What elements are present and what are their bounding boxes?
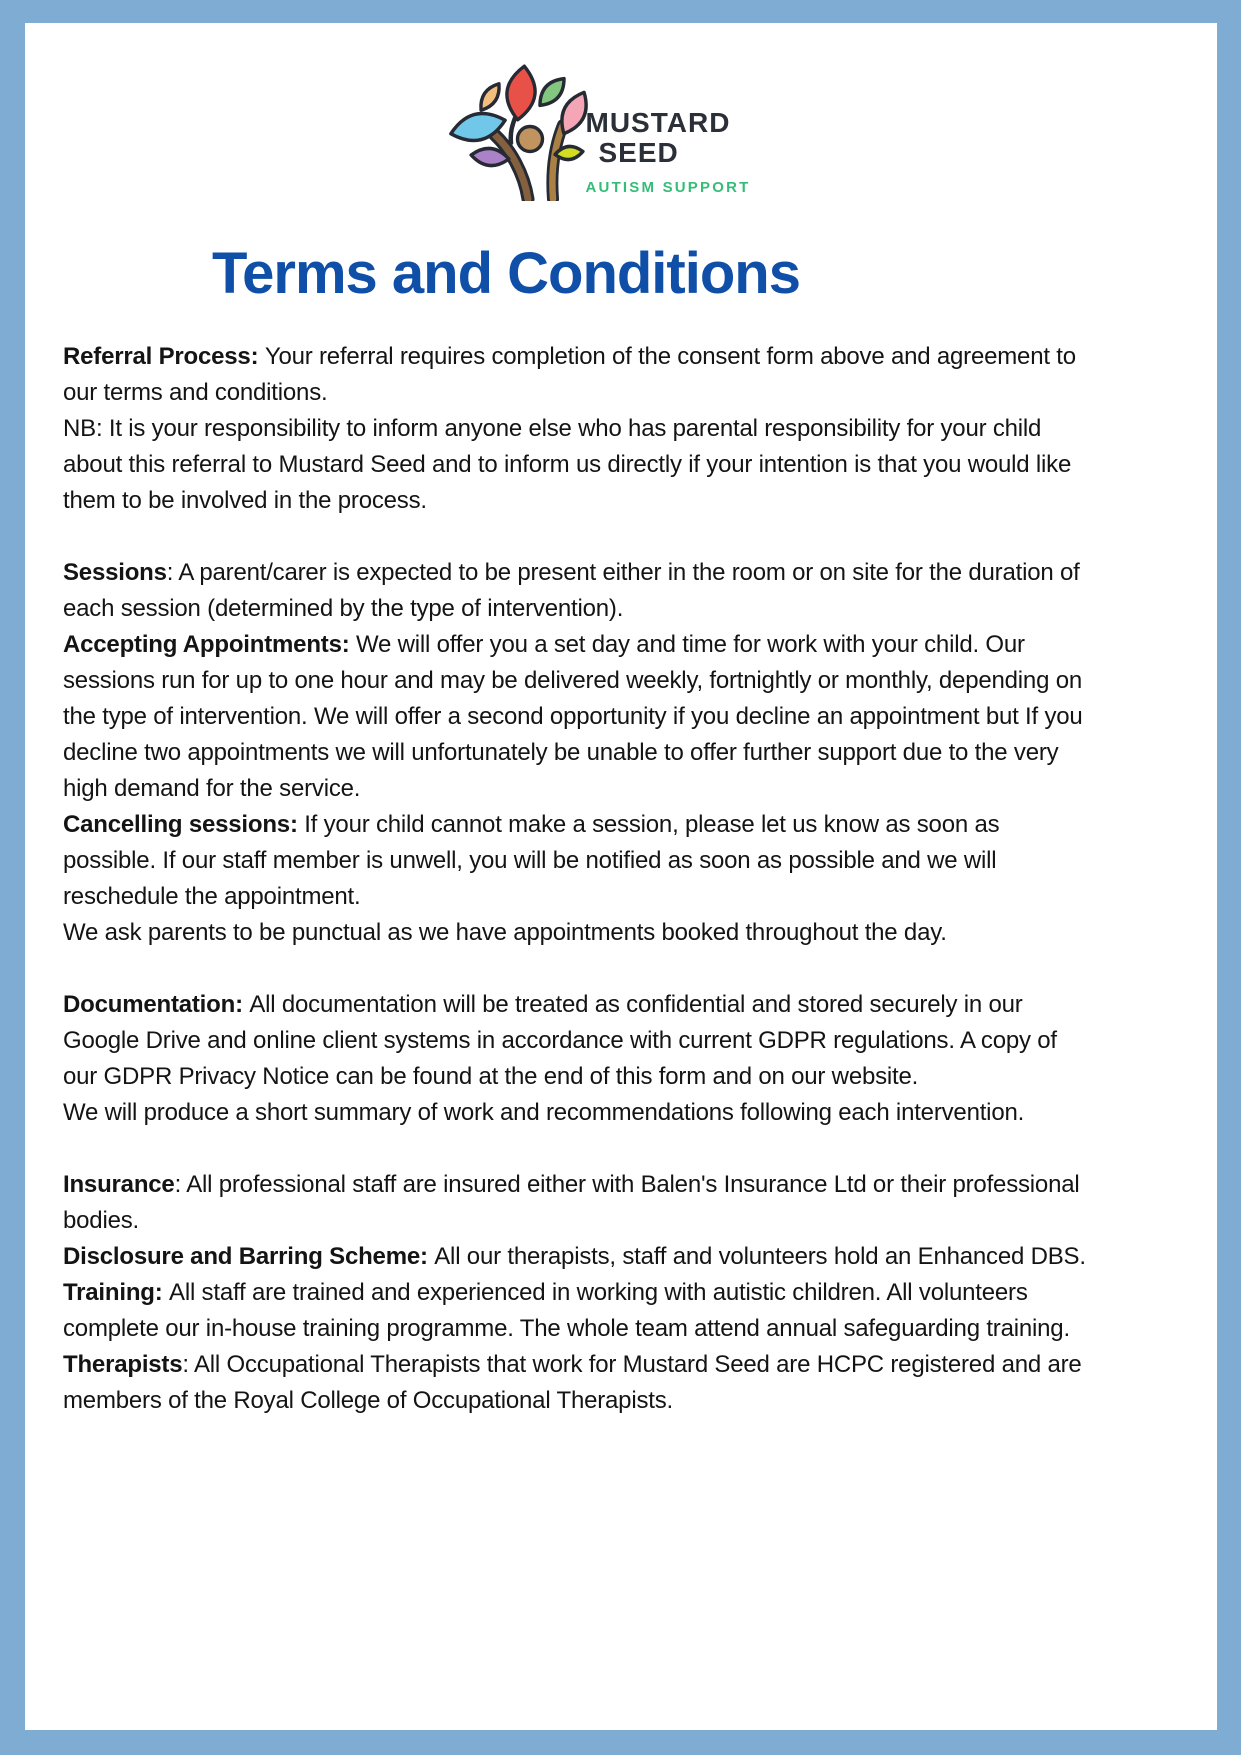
mustard-seed-logo xyxy=(25,61,1195,201)
term-label: Cancelling sessions: xyxy=(63,811,305,838)
term-text: All documentation will be treated as confidential and stored securely in our Google Drive and online client systems in accordance with current GDPR regulations. A copy of our GDPR Privacy Notice can be found at the end of this form and on our website. xyxy=(63,991,1057,1090)
paragraph xyxy=(63,915,1093,951)
paragraph xyxy=(63,339,1093,411)
term-text: All staff are trained and experienced in working with autistic children. All volunteers complete our in-house training programme. The whole team attend annual safeguarding training. xyxy=(63,1279,1070,1342)
term-label: Sessions xyxy=(63,559,167,586)
document-sheet xyxy=(25,23,1217,1730)
term-text: We will produce a short summary of work and recommendations following each intervention. xyxy=(63,1099,1025,1126)
brand-name-line2: SEED xyxy=(598,137,679,168)
paragraph xyxy=(63,627,1093,807)
term-text: : A parent/carer is expected to be present either in the room or on site for the duration of each session (determined by the type of intervention). xyxy=(63,559,1080,622)
orange-leaf-icon xyxy=(475,80,504,114)
term-text: If your child cannot make a session, please let us know as soon as possible. If our staff member is unwell, you will be notified as soon as possible and we will reschedule the appointment. xyxy=(63,811,1000,910)
brand-name-line1: MUSTARD xyxy=(585,107,731,138)
logo-wordmark xyxy=(586,61,751,195)
logo-tagline: AUTISM SUPPORT xyxy=(585,179,751,196)
paragraph xyxy=(63,1347,1093,1419)
paragraph xyxy=(63,411,1093,519)
paragraph xyxy=(63,1095,1093,1131)
seed-head xyxy=(517,127,542,152)
page-title: Terms and Conditions xyxy=(212,241,800,306)
paragraph xyxy=(63,1239,1093,1275)
term-text: : All professional staff are insured either with Balen's Insurance Ltd or their professional bodies. xyxy=(63,1171,1080,1234)
paragraph xyxy=(63,555,1093,627)
tree-logo-icon xyxy=(448,61,588,201)
term-label: Training: xyxy=(63,1279,170,1306)
term-label: Referral Process: xyxy=(63,343,265,370)
paragraph xyxy=(63,1275,1093,1347)
paragraph xyxy=(63,1167,1093,1239)
red-leaf-stem xyxy=(510,118,514,143)
terms-body xyxy=(63,339,1093,1419)
term-label: Insurance xyxy=(63,1171,175,1198)
red-leaf-icon xyxy=(503,64,537,121)
term-text: NB: It is your responsibility to inform anyone else who has parental responsibility for your child about this referral to Mustard Seed and to inform us directly if your intention is that you would like them to be involved in the process. xyxy=(63,415,1072,514)
term-text: All our therapists, staff and volunteers hold an Enhanced DBS. xyxy=(434,1243,1086,1270)
term-text: Your referral requires completion of the consent form above and agreement to our terms and conditions. xyxy=(63,343,1076,406)
term-label: Disclosure and Barring Scheme: xyxy=(63,1243,435,1270)
term-text: We ask parents to be punctual as we have appointments booked throughout the day. xyxy=(63,919,947,946)
paragraph xyxy=(63,807,1093,915)
term-text: : All Occupational Therapists that work for Mustard Seed are HCPC registered and are members of the Royal College of Occupational Therapists. xyxy=(63,1351,1082,1414)
term-label: Documentation: xyxy=(63,991,250,1018)
paragraph xyxy=(63,987,1093,1095)
term-label: Accepting Appointments: xyxy=(63,631,356,658)
term-text: We will offer you a set day and time for work with your child. Our sessions run for up to one hour and may be delivered weekly, fortnightly or monthly, depending on the type of intervention. We will offer a second opportunity if you decline an appointment but If you decline two appointments we will unfortunately be unable to offer further support due to the very high demand for the service. xyxy=(63,631,1083,802)
term-label: Therapists xyxy=(63,1351,183,1378)
